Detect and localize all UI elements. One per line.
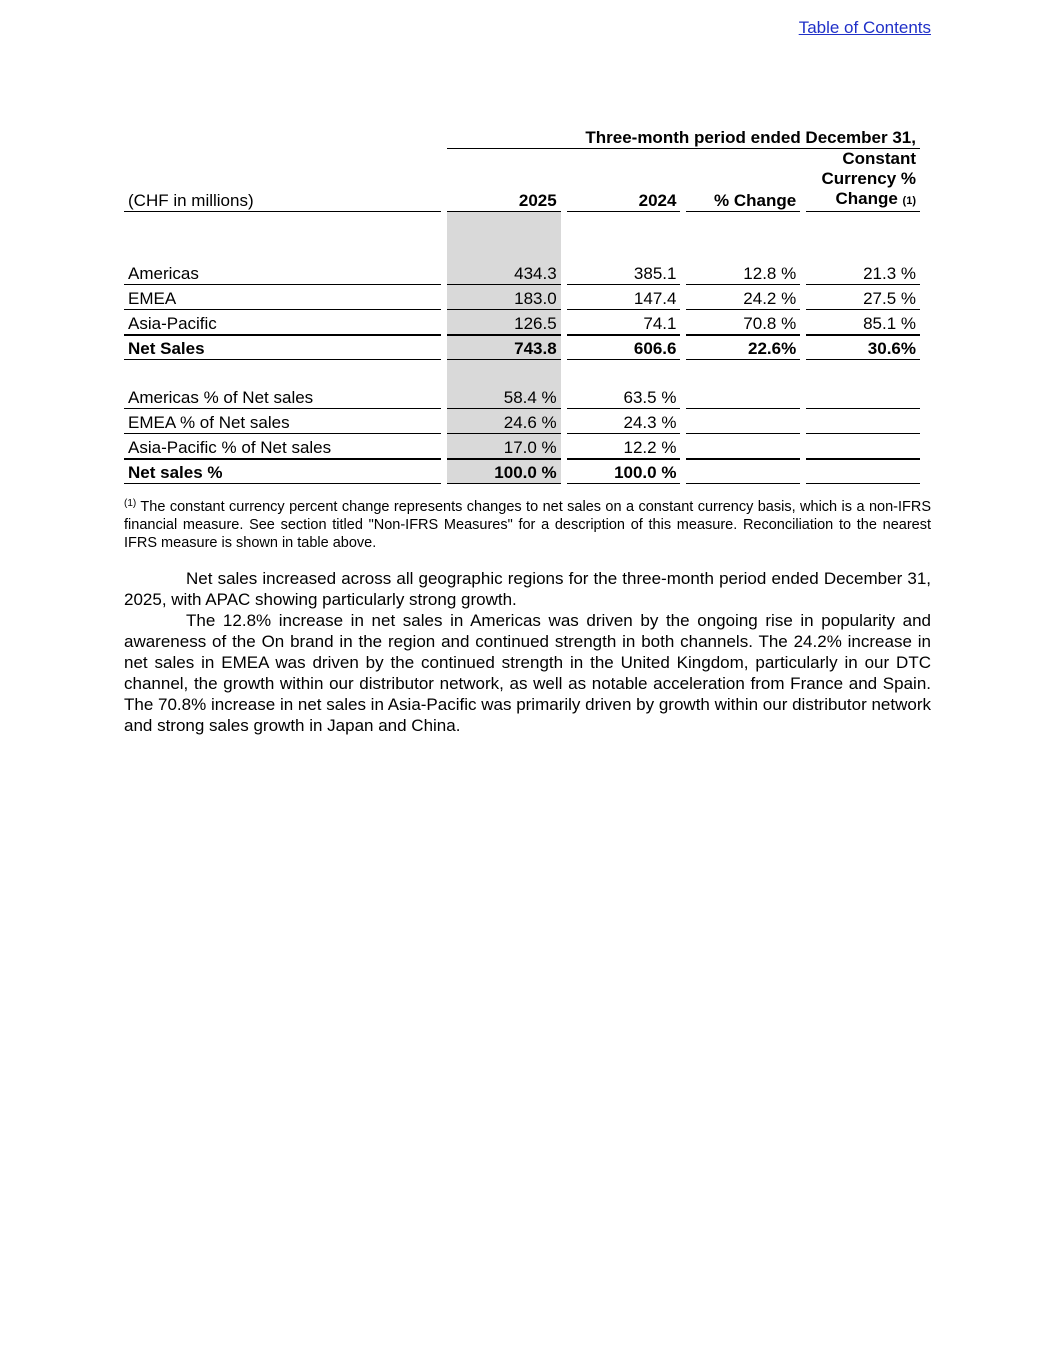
table-row [124,409,920,434]
row-label: Americas [124,260,441,285]
cc-header-line2: Currency % [821,169,916,188]
footnote-text: The constant currency percent change represents changes to net sales on a constant currency basis, which is a non-IFRS financial measure. See section titled "Non-IFRS Measures" for a description of this measure. Reconciliation to the nearest IFRS measure is shown in table above. [124,499,931,551]
cc-footnote-ref: (1) [902,195,916,207]
cell-2024: 385.1 [567,260,681,285]
table-row [124,310,920,334]
spacer-row [124,212,920,260]
table-row [124,260,920,285]
units-label: (CHF in millions) [124,149,441,212]
cell-2024: 606.6 [567,334,681,360]
cell-pct-change: 24.2 % [686,285,800,310]
cell-pct-change: 70.8 % [743,314,797,333]
period-header-row [124,122,920,149]
period-header: Three-month period ended December 31, [447,122,920,149]
table-row [124,285,920,310]
cc-header-line3: Change [835,189,898,208]
paragraph: Net sales increased across all geographic regions for the three-month period ended December 31, 2025, with APAC showing particularly strong growth. [124,569,931,609]
cell-2024: 24.3 % [567,409,681,434]
table-of-contents-link[interactable]: Table of Contents [798,18,931,37]
cell-2024: 147.4 [567,285,681,310]
net-sales-row [124,334,920,360]
cell-2025: 743.8 [447,334,561,360]
cell-2025: 434.3 [447,260,561,285]
cell-2025: 58.4 % [447,384,561,409]
footnote-marker: (1) [124,498,137,509]
row-label: EMEA [124,285,441,310]
footnote [124,498,931,552]
column-header-row [124,149,920,212]
table-row [124,434,920,458]
row-label: Asia-Pacific % of Net sales [128,438,332,457]
col-header-pct-change: % Change [686,149,800,212]
cell-2024: 74.1 [643,314,677,333]
col-header-2025: 2025 [447,149,561,212]
cell-2024: 63.5 % [567,384,681,409]
table-row [124,384,920,409]
cell-cc-change: 85.1 % [863,314,916,333]
cell-2024: 100.0 % [567,458,681,484]
cell-2025: 17.0 % [447,434,561,458]
cell-2025: 183.0 [447,285,561,310]
col-header-constant-currency [806,149,920,212]
row-label: EMEA % of Net sales [124,409,441,434]
cell-pct-change: 22.6% [686,334,800,360]
row-label: Americas % of Net sales [124,384,441,409]
row-label: Net sales % [124,458,441,484]
cell-pct-change: 12.8 % [686,260,800,285]
cell-cc-change: 30.6% [806,334,920,360]
net-sales-by-region-table [118,122,926,484]
cell-cc-change: 27.5 % [806,285,920,310]
cell-cc-change: 21.3 % [806,260,920,285]
paragraph: The 12.8% increase in net sales in Americas was driven by the ongoing rise in popularity and awareness of the On brand in the region and continued strength in both channels. The 24.2% increase in net sales in EMEA was driven by the continued strength in the United Kingdom, particularly in our DTC channel, the growth within our distributor network, as well as notable acceleration from France and Spain. The 70.8% increase in net sales in Asia-Pacific was primarily driven by growth within our distributor network and strong sales growth in Japan and China. [124,611,931,735]
cell-2025: 126.5 [447,310,561,334]
col-header-2024: 2024 [567,149,681,212]
net-sales-pct-row [124,458,920,484]
row-label: Net Sales [124,334,441,360]
cell-2025: 100.0 % [447,458,561,484]
spacer-row [124,360,920,384]
row-label: Asia-Pacific [128,314,217,333]
body-text [124,568,931,736]
cell-2024: 12.2 % [623,438,677,457]
cc-header-line1: Constant [842,149,916,168]
cell-2025: 24.6 % [447,409,561,434]
